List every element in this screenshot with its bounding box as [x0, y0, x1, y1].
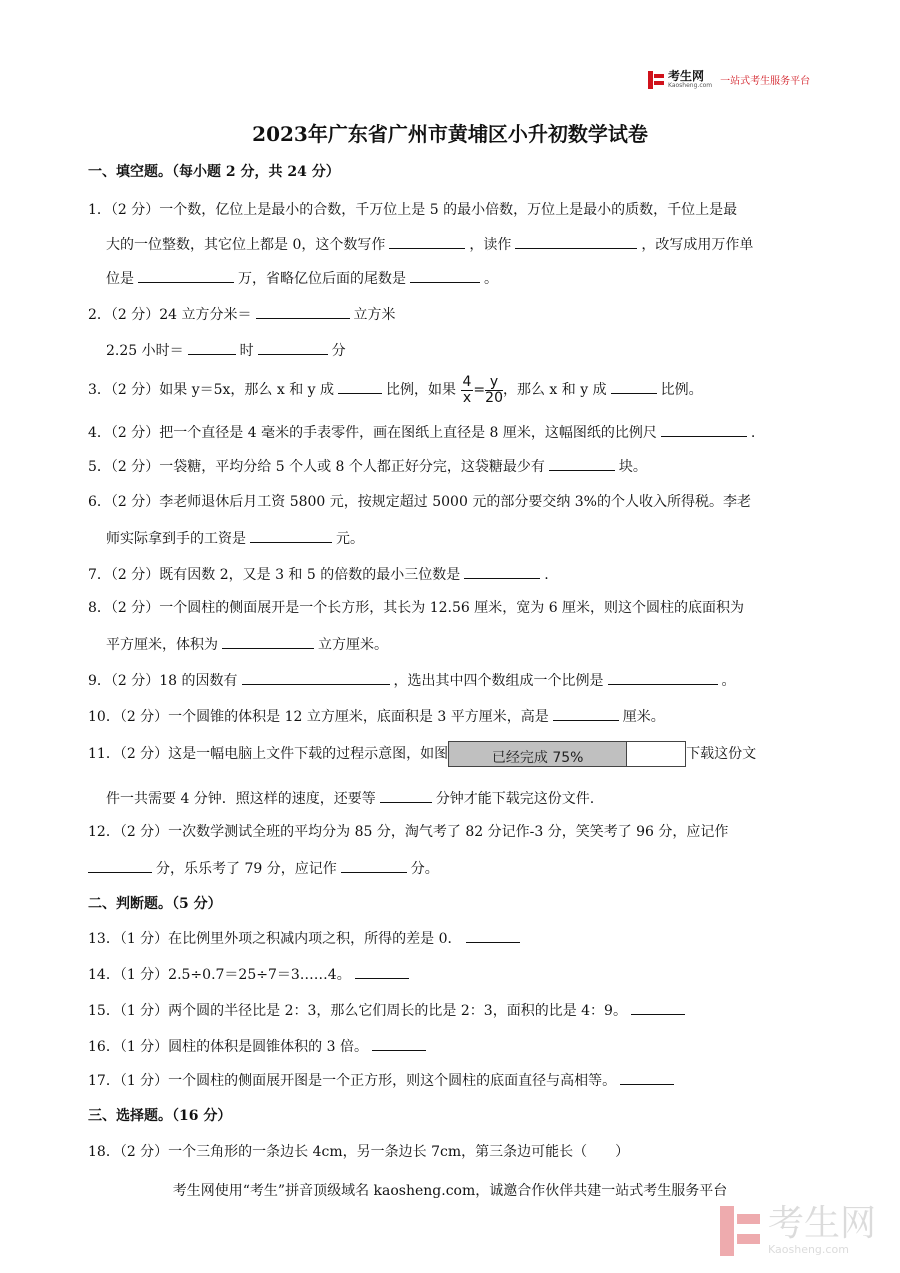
- answer-blank: [88, 858, 152, 873]
- section-choice: 三、选择题。（16 分）: [88, 1108, 232, 1124]
- answer-blank: [515, 234, 637, 249]
- answer-blank: [250, 528, 332, 543]
- answer-blank: [466, 928, 520, 943]
- question-6-line-2: 师实际拿到手的工资是 元。: [106, 528, 364, 549]
- question-5: 5．（2 分）一袋糖，平均分给 5 个人或 8 个人都正好分完，这袋糖最少有 块。: [88, 456, 647, 477]
- question-13: 13．（1 分）在比例里外项之积减内项之积，所得的差是 0．: [88, 928, 524, 949]
- question-1-line-2: 大的一位整数，其它位上都是 0，这个数写作 ，读作 ，改写成用万作单: [106, 234, 753, 255]
- question-18: 18．（2 分）一个三角形的一条边长 4cm，另一条边长 7cm，第三条边可能长（ ）: [88, 1144, 630, 1160]
- question-8-line-1: 8．（2 分）一个圆柱的侧面展开是一个长方形，其长为 12.56 厘米，宽为 6 厘米，则这个圆柱的底面积为: [88, 600, 745, 616]
- answer-blank: [464, 564, 540, 579]
- question-2-line-2: 2.25 小时＝ 时 分: [106, 340, 346, 361]
- logo-slogan: 一站式考生服务平台: [720, 76, 811, 87]
- answer-blank: [380, 788, 432, 803]
- watermark-domain: Kaosheng.com: [768, 1243, 849, 1256]
- question-8-line-2: 平方厘米，体积为 立方厘米。: [106, 634, 388, 655]
- question-2-line-1: 2．（2 分）24 立方分米＝ 立方米: [88, 304, 396, 325]
- answer-blank: [372, 1036, 426, 1051]
- answer-blank: [188, 340, 236, 355]
- question-6-line-1: 6．（2 分）李老师退休后月工资 5800 元，按规定超过 5000 元的部分要交纳 3%的个人收入所得税。李老: [88, 494, 751, 510]
- question-16: 16．（1 分）圆柱的体积是圆锥体积的 3 倍。: [88, 1036, 430, 1057]
- question-1-line-3: 位是 万，省略亿位后面的尾数是 。: [106, 268, 498, 289]
- answer-blank: [608, 670, 718, 685]
- answer-blank: [620, 1070, 674, 1085]
- answer-blank: [549, 456, 615, 471]
- answer-blank: [138, 268, 234, 283]
- question-12-line-1: 12．（2 分）一次数学测试全班的平均分为 85 分，淘气考了 82 分记作-3 分，笑笑考了 96 分，应记作: [88, 824, 729, 840]
- logo-domain: Kaosheng.com: [668, 82, 713, 89]
- question-7: 7．（2 分）既有因数 2，又是 3 和 5 的倍数的最小三位数是 .: [88, 564, 549, 585]
- fraction-y-over-20: $\frac{y}{20}$: [485, 373, 503, 406]
- answer-blank: [258, 340, 328, 355]
- question-1-line-1: 1．（2 分）一个数，亿位上是最小的合数，千万位上是 5 的最小倍数，万位上是最小的质数，千位上是最: [88, 202, 738, 218]
- answer-blank: [222, 634, 314, 649]
- download-progress-bar: [448, 741, 686, 767]
- question-11-line-1: 11．（2 分）这是一幅电脑上文件下载的过程示意图，如图 已经完成 75% 下载这份文: [88, 740, 756, 768]
- question-10: 10．（2 分）一个圆锥的体积是 12 立方厘米，底面积是 3 平方厘米，高是 厘米。: [88, 706, 665, 727]
- section-judgement: 二、判断题。（5 分）: [88, 896, 222, 912]
- answer-blank: [631, 1000, 685, 1015]
- page-title: 2023年广东省广州市黄埔区小升初数学试卷: [252, 122, 648, 146]
- watermark: [720, 1205, 876, 1256]
- question-15: 15．（1 分）两个圆的半径比是 2：3，那么它们周长的比是 2：3，面积的比是 4：9。: [88, 1000, 689, 1021]
- answer-blank: [338, 379, 382, 394]
- page-footer: 考生网使用“考生”拼音顶级域名 kaosheng.com，诚邀合作伙伴共建一站式考生服务平台: [172, 1183, 728, 1199]
- answer-blank: [341, 858, 407, 873]
- answer-blank: [611, 379, 657, 394]
- question-14: 14．（1 分）2.5÷0.7＝25÷7＝3……4。: [88, 964, 413, 985]
- logo-name: 考生网: [668, 69, 705, 83]
- kaosheng-watermark-icon: [720, 1206, 760, 1256]
- question-17: 17．（1 分）一个圆柱的侧面展开图是一个正方形，则这个圆柱的底面直径与高相等。: [88, 1070, 678, 1091]
- question-4: 4．（2 分）把一个直径是 4 毫米的手表零件，画在图纸上直径是 8 厘米，这幅图纸的比例尺 .: [88, 422, 755, 443]
- answer-blank: [410, 268, 480, 283]
- answer-blank: [355, 964, 409, 979]
- answer-blank: [242, 670, 390, 685]
- section-fill-in: 一、填空题。（每小题 2 分，共 24 分）: [88, 164, 340, 180]
- fraction-4-over-x: $\frac{4}{x}$: [462, 373, 472, 406]
- answer-blank: [553, 706, 619, 721]
- answer-blank: [256, 304, 350, 319]
- header-logo: [648, 70, 810, 89]
- answer-blank: [661, 422, 747, 437]
- question-11-line-2: 件一共需要 4 分钟．照这样的速度，还要等 分钟才能下载完这份文件.: [106, 788, 594, 809]
- answer-blank: [389, 234, 465, 249]
- question-3: 3．（2 分）如果 y＝5x，那么 x 和 y 成 比例，如果 $\frac{4}{x}$ = $\frac{y}{20}$ ，那么 x 和 y 成 比例。: [88, 373, 703, 406]
- question-9: 9．（2 分）18 的因数有 ，选出其中四个数组成一个比例是 。: [88, 670, 736, 691]
- progress-label: 已经完成 75%: [491, 750, 584, 766]
- kaosheng-logo-icon: [648, 71, 664, 89]
- question-12-line-2: 分，乐乐考了 79 分，应记作 分。: [84, 858, 439, 879]
- watermark-name: 考生网: [768, 1203, 877, 1244]
